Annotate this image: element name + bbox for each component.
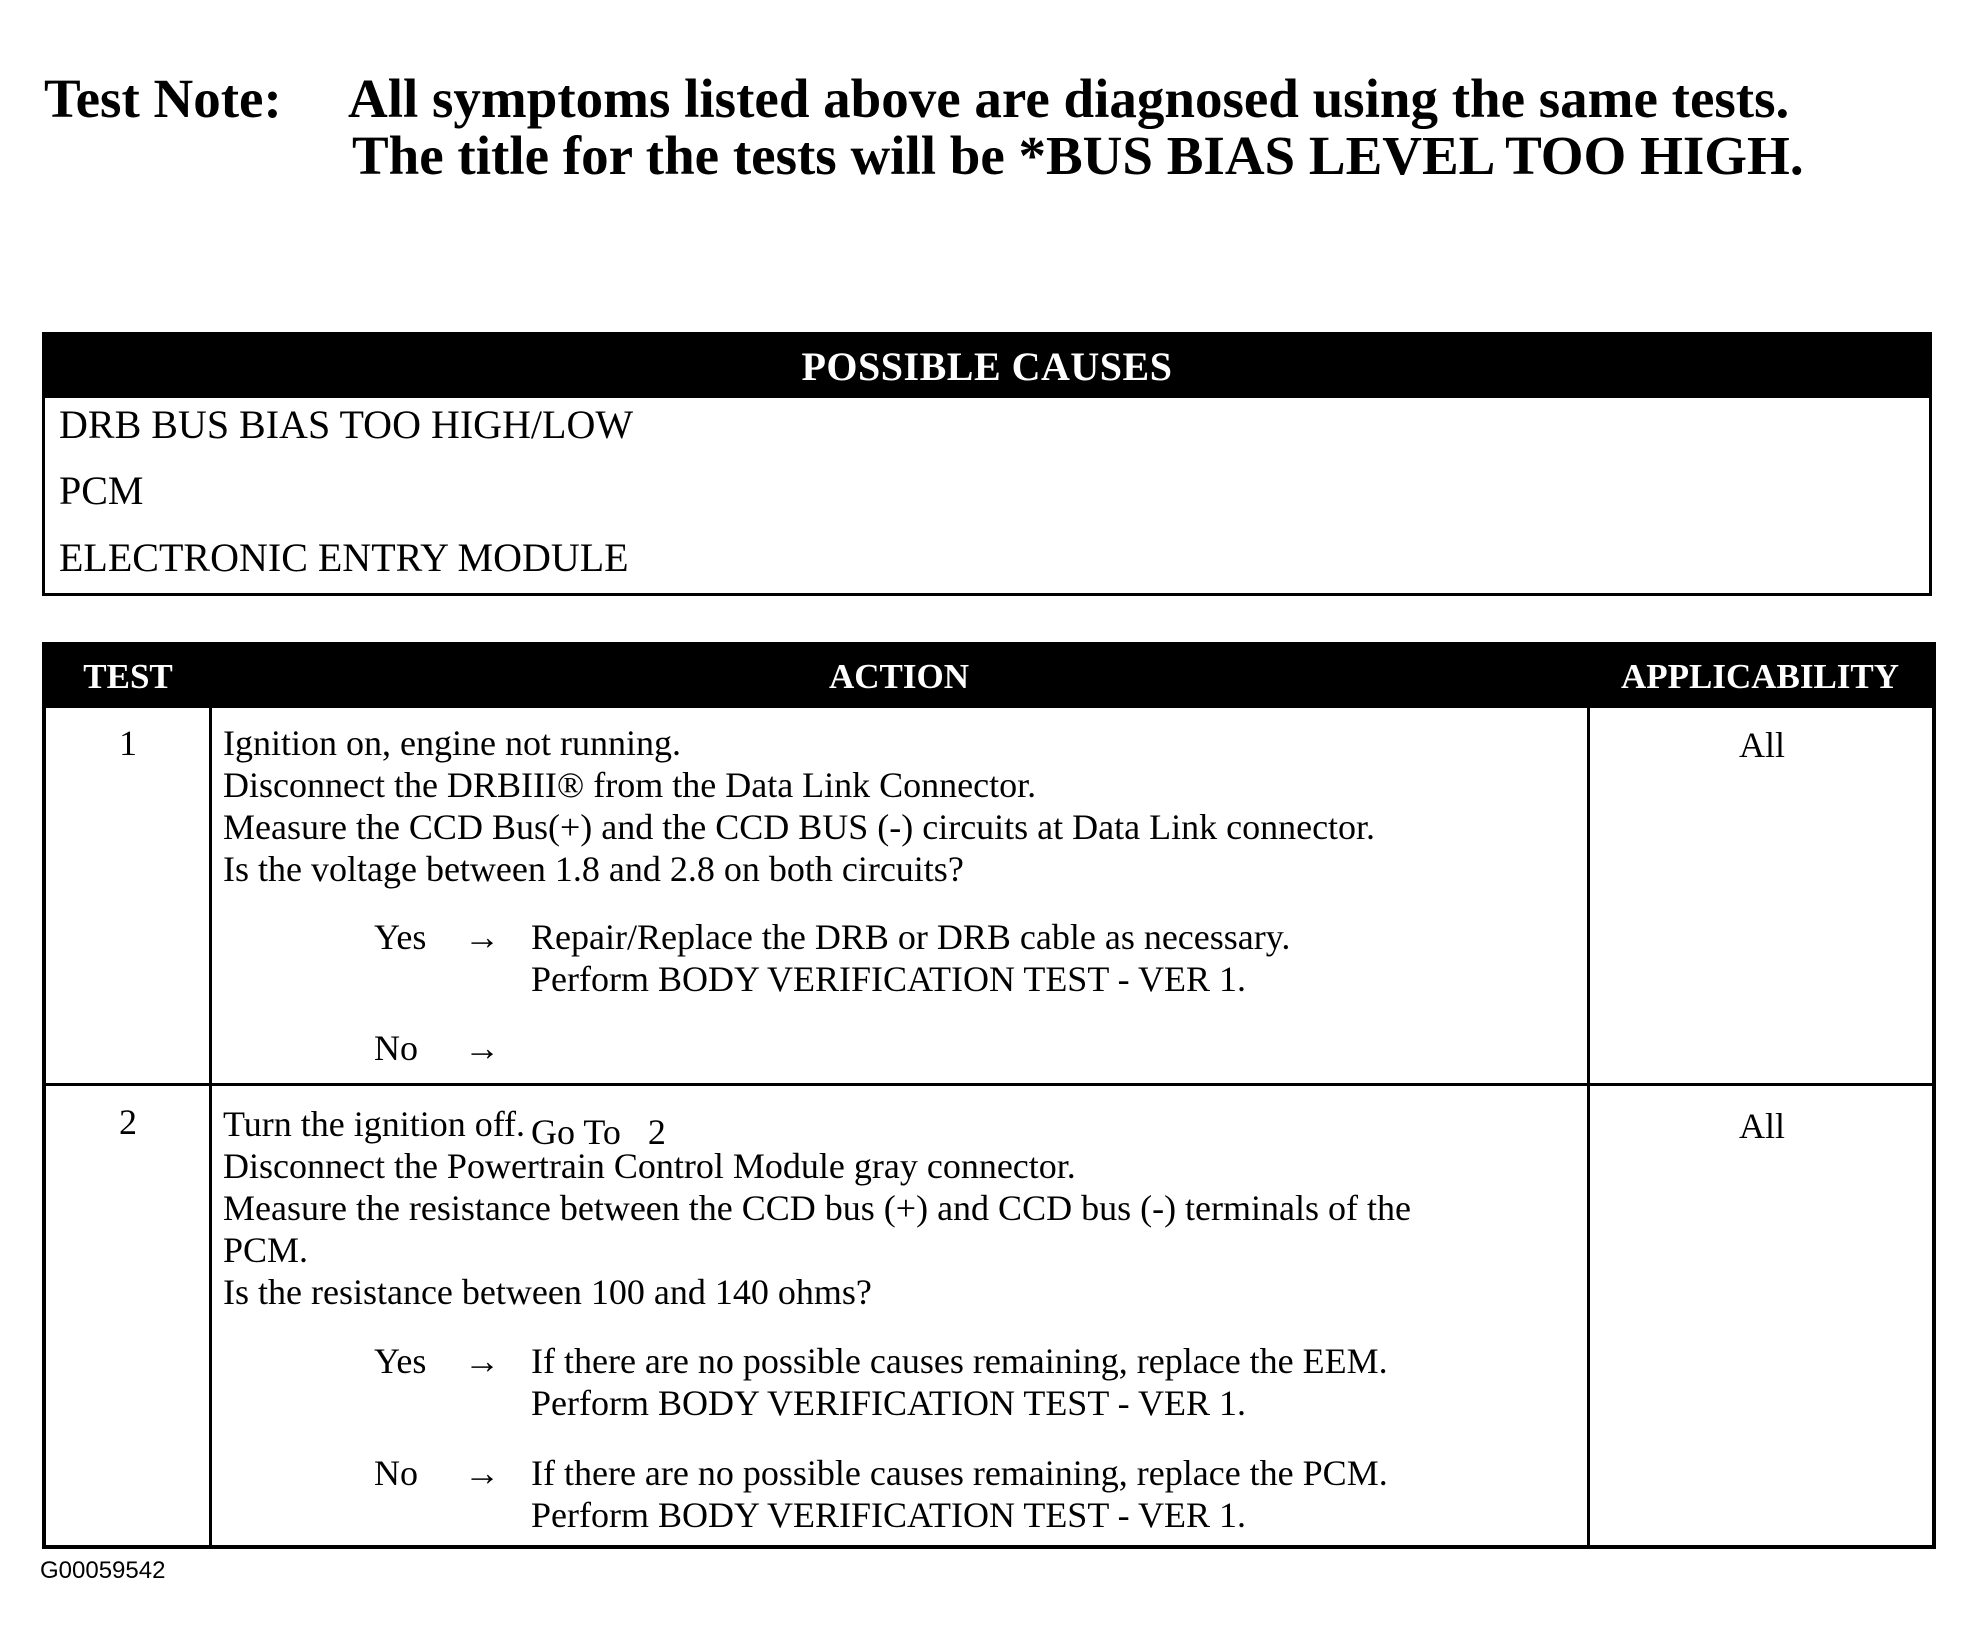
action-line: Ignition on, engine not running. bbox=[223, 723, 681, 763]
possible-causes-box bbox=[42, 332, 1932, 596]
result-line: If there are no possible causes remaining, replace the PCM. bbox=[531, 1453, 1388, 1493]
test-number: 1 bbox=[119, 723, 137, 763]
action-line: Disconnect the Powertrain Control Module gray connector. bbox=[223, 1146, 1076, 1186]
test-action bbox=[223, 1103, 1411, 1313]
applicability: All bbox=[1738, 1106, 1785, 1146]
test-note-label: Test Note: bbox=[44, 68, 282, 129]
action-line: Disconnect the DRBIII® from the Data Link Connector. bbox=[223, 765, 1037, 805]
yes-result bbox=[531, 1340, 1388, 1424]
test-table-header bbox=[46, 646, 1932, 708]
no-result bbox=[531, 1452, 1388, 1536]
header-applicability: APPLICABILITY bbox=[1620, 657, 1900, 696]
yes-label: Yes bbox=[374, 917, 427, 957]
test-table bbox=[42, 642, 1936, 1549]
header-action: ACTION bbox=[828, 657, 970, 696]
cause-item: DRB BUS BIAS TOO HIGH/LOW bbox=[59, 402, 634, 447]
action-line: Is the voltage between 1.8 and 2.8 on both circuits? bbox=[223, 849, 964, 889]
arrow-right-icon: → bbox=[464, 917, 500, 957]
yes-label: Yes bbox=[374, 1341, 427, 1381]
result-line: Perform BODY VERIFICATION TEST - VER 1. bbox=[531, 1383, 1247, 1423]
yes-result bbox=[531, 916, 1290, 1000]
cause-item: ELECTRONIC ENTRY MODULE bbox=[59, 535, 629, 580]
test-note-line-2: The title for the tests will be *BUS BIAS LEVEL TOO HIGH. bbox=[352, 125, 1804, 186]
result-line: Perform BODY VERIFICATION TEST - VER 1. bbox=[531, 1495, 1247, 1535]
action-line: PCM. bbox=[223, 1230, 309, 1270]
row-divider bbox=[46, 1083, 1932, 1086]
action-line: Measure the CCD Bus(+) and the CCD BUS (-) circuits at Data Link connector. bbox=[223, 807, 1376, 847]
arrow-right-icon: → bbox=[464, 1341, 500, 1381]
arrow-right-icon: → bbox=[464, 1028, 500, 1068]
no-label: No bbox=[374, 1453, 418, 1493]
action-line: Measure the resistance between the CCD bus (+) and CCD bus (-) terminals of the bbox=[223, 1188, 1411, 1228]
no-label: No bbox=[374, 1028, 418, 1068]
action-line: Is the resistance between 100 and 140 ohms? bbox=[223, 1272, 872, 1312]
header-test: TEST bbox=[83, 657, 173, 696]
result-line: Repair/Replace the DRB or DRB cable as necessary. bbox=[531, 917, 1291, 957]
test-action bbox=[223, 722, 1375, 890]
test-note-line-1: All symptoms listed above are diagnosed using the same tests. bbox=[348, 68, 1790, 129]
result-line: Go To 2 bbox=[531, 1112, 666, 1152]
test-number: 2 bbox=[119, 1102, 137, 1142]
cause-item: PCM bbox=[59, 468, 144, 513]
result-line: Perform BODY VERIFICATION TEST - VER 1. bbox=[531, 959, 1247, 999]
result-line: If there are no possible causes remaining, replace the EEM. bbox=[531, 1341, 1388, 1381]
figure-id: G00059542 bbox=[40, 1557, 166, 1584]
applicability: All bbox=[1738, 725, 1785, 765]
arrow-right-icon: → bbox=[464, 1453, 500, 1493]
action-line: Turn the ignition off. bbox=[223, 1104, 526, 1144]
possible-causes-heading: POSSIBLE CAUSES bbox=[45, 335, 1929, 398]
